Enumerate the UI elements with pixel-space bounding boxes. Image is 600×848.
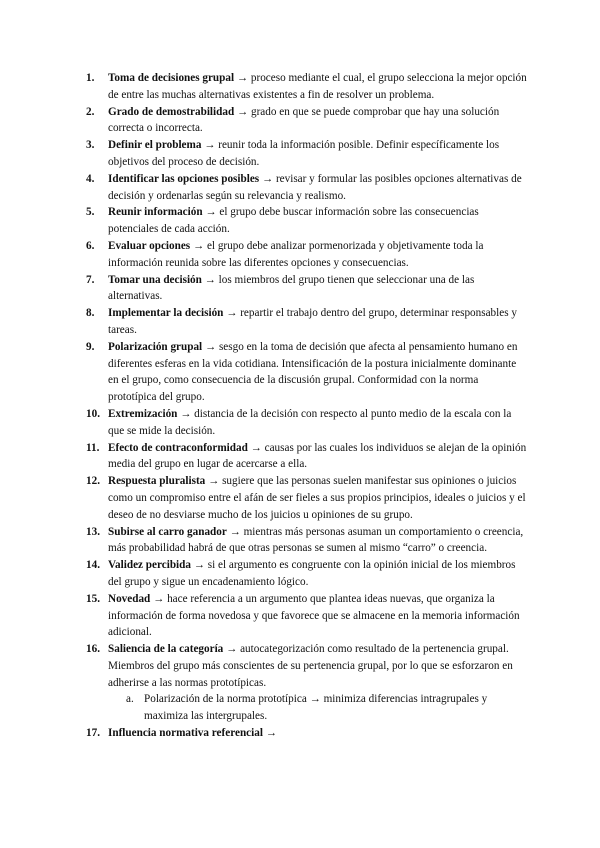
list-item	[86, 204, 528, 238]
list-item	[86, 406, 528, 440]
item-text: → los miembros del grupo tienen que seleccionar una de las alternativas.	[108, 273, 475, 303]
item-text: → si el argumento es congruente con la opinión inicial de los miembros del grupo y sigue un encadenamiento lógico.	[108, 559, 516, 588]
item-term: Influencia normativa referencial	[108, 727, 263, 740]
definition-list	[86, 70, 528, 742]
item-number: 13.	[86, 525, 100, 538]
list-item	[86, 70, 528, 104]
item-number: 7.	[86, 273, 95, 286]
list-item	[86, 725, 528, 742]
item-text: → el grupo debe analizar pormenorizada y objetivamente toda la información reunida sobre las diferentes opciones y consecuencias.	[108, 239, 484, 269]
item-number: 4.	[86, 172, 95, 185]
item-term: Extremización	[108, 407, 178, 420]
item-number: 12.	[86, 475, 100, 488]
item-number: 6.	[86, 239, 95, 252]
list-item	[86, 171, 528, 205]
item-term: Toma de decisiones grupal	[108, 72, 235, 84]
item-term: Efecto de contraconformidad	[108, 441, 248, 454]
item-text: → repartir el trabajo dentro del grupo, determinar responsables y tareas.	[108, 307, 517, 336]
item-term: Validez percibida	[108, 559, 191, 572]
item-term: Implementar la decisión	[108, 307, 224, 320]
item-number: 5.	[86, 206, 95, 219]
item-text: → autocategorización como resultado de la pertenencia grupal. Miembros del grupo más conscientes de su pertenencia grupal, por lo que se esforzaron en adherirse a las normas prototípicas.	[108, 643, 513, 689]
item-term: Tomar una decisión	[108, 273, 202, 286]
item-term: Polarización grupal	[108, 340, 203, 353]
sub-list-item	[108, 691, 528, 725]
item-term: Reunir información	[108, 206, 203, 219]
item-number: 14.	[86, 559, 100, 572]
item-text: → mientras más personas asuman un comportamiento o creencia, más probabilidad habrá de que otras personas se sumen al mismo “carro” o creencia.	[108, 525, 524, 555]
item-number: 2.	[86, 105, 95, 118]
item-text: → hace referencia a un argumento que plantea ideas nuevas, que organiza la información de forma novedosa y que favorece que se almacene en la memoria información adicional.	[108, 592, 520, 639]
list-item	[86, 591, 528, 641]
item-number: 3.	[86, 139, 95, 152]
item-term: Subirse al carro ganador	[108, 525, 227, 538]
item-number: 1.	[86, 72, 95, 84]
list-item	[86, 641, 528, 725]
item-number: 10.	[86, 407, 100, 420]
item-number: 8.	[86, 307, 95, 320]
sub-item-text: Polarización de la norma prototípica → minimiza diferencias intragrupales y maximiza las intergrupales.	[144, 693, 488, 723]
item-text: →	[262, 727, 277, 740]
item-term: Respuesta pluralista	[108, 475, 206, 488]
item-text: → grado en que se puede comprobar que hay una solución correcta o incorrecta.	[108, 105, 500, 135]
list-item	[86, 137, 528, 171]
item-text: → distancia de la decisión con respecto al punto medio de la escala con la que se mide la decisión.	[108, 407, 512, 437]
item-term: Saliencia de la categoría	[108, 643, 224, 656]
sub-item-letter: a.	[126, 693, 134, 706]
item-number: 16.	[86, 643, 100, 656]
item-text: → sesgo en la toma de decisión que afecta al pensamiento humano en diferentes esferas en la vida cotidiana. Intensificación de la postura inicialmente dominante en el grupo, como consecuencia de la discusión grupal. Conformidad con la norma prototípica del grupo.	[108, 340, 518, 404]
list-item	[86, 305, 528, 339]
list-item	[86, 440, 528, 474]
item-text: → proceso mediante el cual, el grupo selecciona la mejor opción de entre las muchas alternativas existentes a fin de resolver un problema.	[108, 72, 527, 101]
item-number: 11.	[86, 441, 100, 454]
list-item	[86, 104, 528, 138]
item-number: 9.	[86, 340, 95, 353]
list-item	[86, 272, 528, 306]
list-item	[86, 238, 528, 272]
item-text: → revisar y formular las posibles opciones alternativas de decisión y ordenarlas según su relevancia y realismo.	[108, 172, 522, 202]
sub-list	[108, 691, 528, 725]
item-term: Identificar las opciones posibles	[108, 172, 260, 185]
item-term: Grado de demostrabilidad	[108, 105, 235, 118]
list-item	[86, 473, 528, 523]
item-text: → reunir toda la información posible. Definir específicamente los objetivos del proceso de decisión.	[108, 139, 500, 168]
item-term: Evaluar opciones	[108, 239, 191, 252]
item-text: → sugiere que las personas suelen manifestar sus opiniones o juicios como un compromiso entre el afán de ser fieles a sus propios principios, ideales o juicios y el deseo de no desviarse mucho de los juicios u opiniones de su grupo.	[108, 475, 526, 521]
item-text: → causas por las cuales los individuos se alejan de la opinión media del grupo en lugar de acercarse a ella.	[108, 441, 527, 471]
list-item	[86, 524, 528, 558]
item-term: Definir el problema	[108, 139, 202, 152]
item-number: 17.	[86, 727, 100, 740]
item-number: 15.	[86, 592, 100, 605]
list-item	[86, 339, 528, 406]
item-text: → el grupo debe buscar información sobre las consecuencias potenciales de cada acción.	[108, 206, 479, 236]
item-term: Novedad	[108, 592, 151, 605]
list-item	[86, 557, 528, 591]
